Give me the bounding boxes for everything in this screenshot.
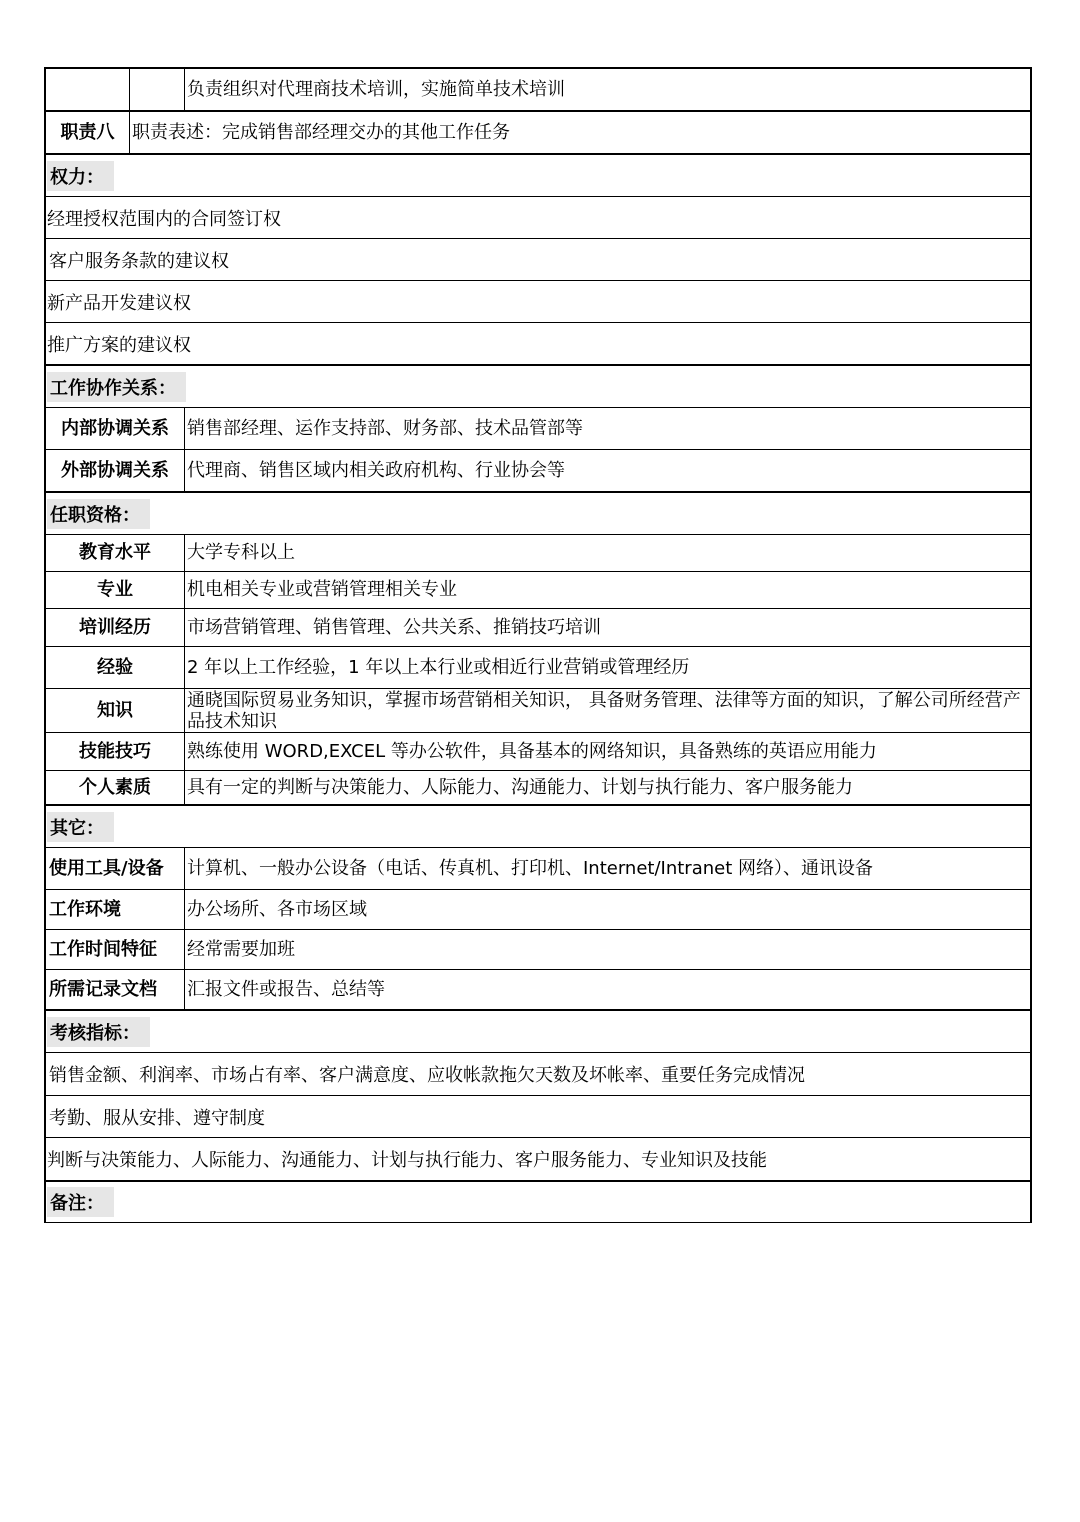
qualification-value: 大学专科以上 [187, 542, 295, 563]
qualification-row [44, 571, 1032, 608]
qualification-label: 专业 [46, 572, 185, 608]
duty-continuation-row [44, 67, 1032, 110]
qualification-value: 通晓国际贸易业务知识，掌握市场营销相关知识， 具备财务管理、法律等方面的知识，了解公司所经营产品技术知识 [187, 690, 1021, 732]
other-value: 汇报文件或报告、总结等 [187, 978, 385, 1000]
power-item-text: 客户服务条款的建议权 [49, 250, 229, 272]
qualification-row [44, 534, 1032, 571]
power-item [44, 238, 1032, 280]
power-title: 权力： [47, 161, 114, 191]
remarks-title: 备注： [47, 1187, 114, 1217]
qualification-value: 市场营销管理、销售管理、公共关系、推销技巧培训 [187, 616, 601, 638]
kpi-title: 考核指标： [47, 1017, 150, 1047]
other-label: 工作环境 [46, 890, 185, 929]
relations-title: 工作协作关系： [47, 372, 186, 402]
other-label: 所需记录文档 [46, 970, 185, 1009]
other-label: 使用工具/设备 [46, 848, 185, 889]
power-item-text: 新产品开发建议权 [47, 292, 191, 314]
other-row [44, 847, 1032, 889]
relation-row [44, 407, 1032, 449]
empty-cell [46, 69, 130, 110]
job-description-table [44, 67, 1032, 1223]
other-value: 经常需要加班 [187, 938, 295, 960]
qualification-label: 知识 [46, 689, 185, 732]
qualification-label: 培训经历 [46, 609, 185, 646]
kpi-item-text: 判断与决策能力、人际能力、沟通能力、计划与执行能力、客户服务能力、专业知识及技能 [47, 1150, 767, 1171]
kpi-section-header [44, 1009, 1032, 1052]
power-section-header [44, 153, 1032, 196]
relation-label: 外部协调关系 [46, 450, 185, 491]
other-row [44, 969, 1032, 1009]
qualification-row [44, 688, 1032, 732]
qualification-value: 熟练使用 WORD,EXCEL 等办公软件，具备基本的网络知识，具备熟练的英语应用能力 [187, 740, 877, 762]
empty-cell [130, 69, 185, 110]
power-item [44, 322, 1032, 364]
qualification-row [44, 608, 1032, 646]
relation-value: 销售部经理、运作支持部、财务部、技术品管部等 [187, 417, 583, 439]
qualification-label: 技能技巧 [46, 733, 185, 770]
power-item [44, 196, 1032, 238]
duty-eight-label: 职责八 [46, 112, 130, 153]
other-label: 工作时间特征 [46, 930, 185, 969]
power-item-text: 经理授权范围内的合同签订权 [47, 208, 281, 230]
other-row [44, 929, 1032, 969]
duty-eight-row [44, 110, 1032, 153]
relation-label: 内部协调关系 [46, 408, 185, 449]
qualification-label: 教育水平 [46, 535, 185, 571]
kpi-item [44, 1095, 1032, 1137]
kpi-item-text: 考勤、服从安排、遵守制度 [49, 1107, 265, 1129]
duty-text: 负责组织对代理商技术培训，实施简单技术培训 [187, 78, 565, 100]
power-item [44, 280, 1032, 322]
qualification-row [44, 770, 1032, 804]
other-title: 其它： [47, 812, 114, 842]
qualification-value: 机电相关专业或营销管理相关专业 [187, 579, 457, 600]
remarks-section-header [44, 1180, 1032, 1223]
qualification-value: 具有一定的判断与决策能力、人际能力、沟通能力、计划与执行能力、客户服务能力 [187, 776, 853, 798]
qualification-value: 2 年以上工作经验，1 年以上本行业或相近行业营销或管理经历 [187, 656, 690, 678]
other-section-header [44, 804, 1032, 847]
qualification-row [44, 732, 1032, 770]
duty-eight-text: 职责表述：完成销售部经理交办的其他工作任务 [132, 121, 510, 143]
relations-section-header [44, 364, 1032, 407]
qualifications-title: 任职资格： [47, 499, 150, 529]
other-value: 计算机、一般办公设备（电话、传真机、打印机、Internet/Intranet 网络）、通讯设备 [187, 857, 874, 879]
other-row [44, 889, 1032, 929]
other-value: 办公场所、各市场区域 [187, 898, 367, 920]
relation-value: 代理商、销售区域内相关政府机构、行业协会等 [187, 459, 565, 481]
qualifications-section-header [44, 491, 1032, 534]
kpi-item [44, 1052, 1032, 1095]
kpi-item-text: 销售金额、利润率、市场占有率、客户满意度、应收帐款拖欠天数及坏帐率、重要任务完成情况 [49, 1065, 805, 1086]
qualification-label: 个人素质 [46, 771, 185, 804]
relation-row [44, 449, 1032, 491]
kpi-item [44, 1137, 1032, 1180]
qualification-label: 经验 [46, 647, 185, 688]
qualification-row [44, 646, 1032, 688]
power-item-text: 推广方案的建议权 [47, 334, 191, 356]
